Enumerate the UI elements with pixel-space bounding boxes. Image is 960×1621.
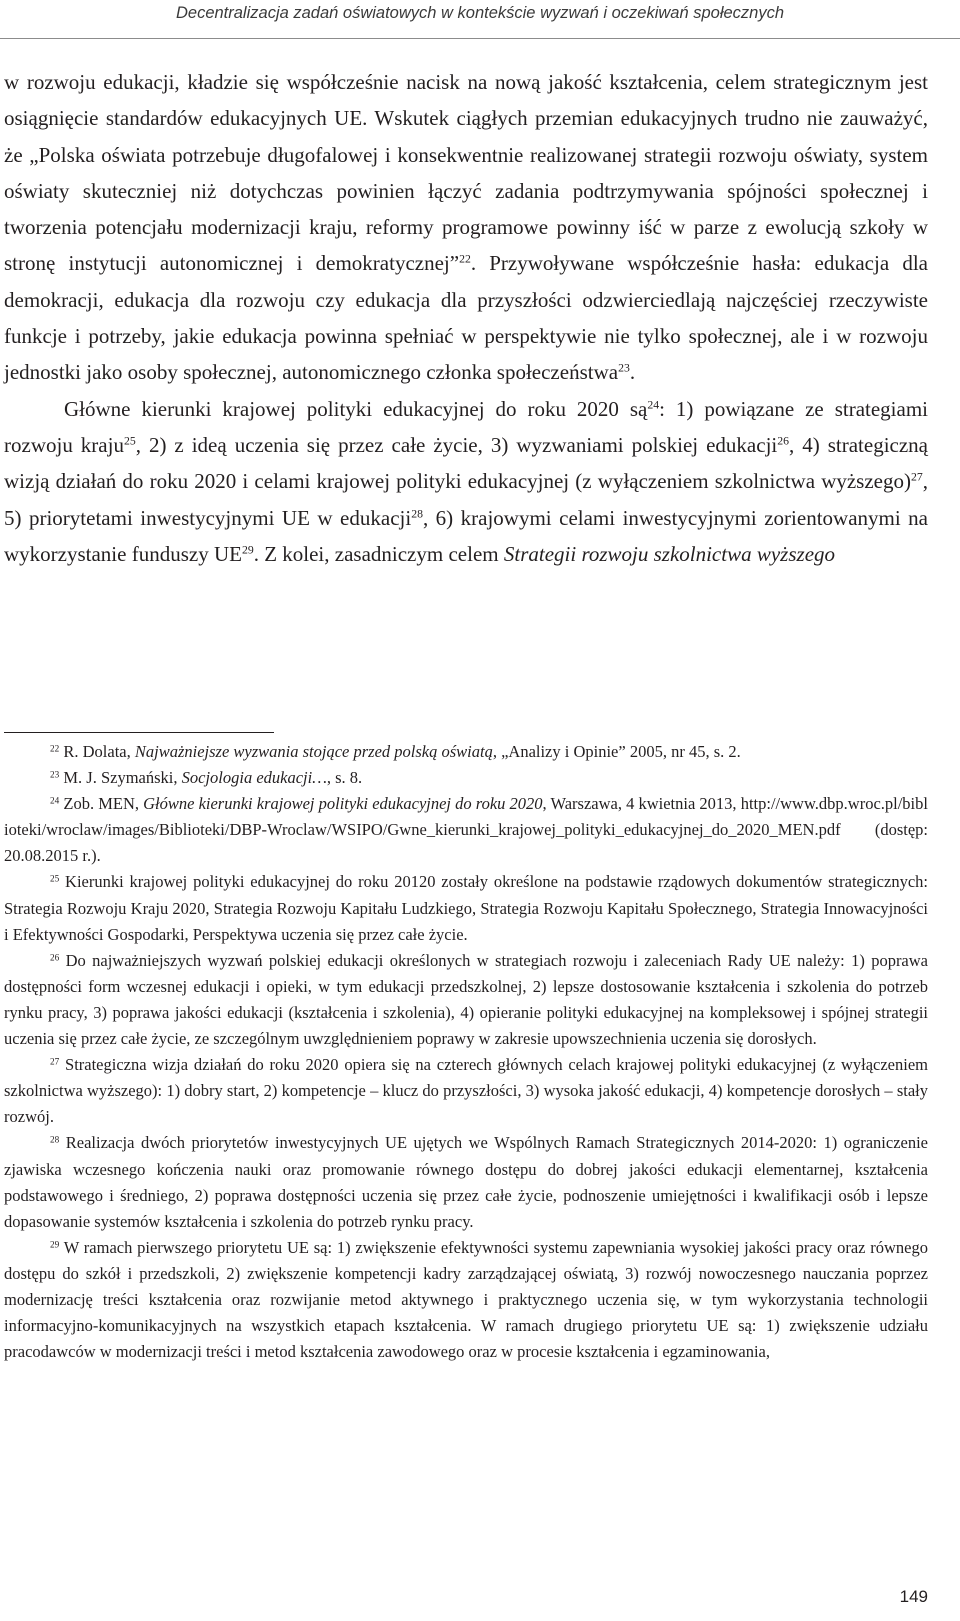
footnote-26 [4,948,928,1052]
paragraph-text: . Z kolei, zasadniczym celem [253,541,504,566]
footnote-text: Strategiczna wizja działań do roku 2020 opiera się na czterech głównych celach krajowej polityki edukacyjnej (z wyłączeniem szkolnictwa wyższego): 1) dobry start, 2) kompetencje – klucz do przyszłości, 3) wysoka jakość edukacji, 4) kompetencje dorosłych – stały rozwój. [4,1055,928,1127]
footnote-28 [4,1130,928,1234]
paragraph-1 [4,64,928,391]
footnote-text: M. J. Szymański, [59,768,182,788]
paragraph-text: , 5) priorytetami inwestycyjnymi UE w edukacji [4,469,928,530]
paragraph-text: . [629,360,636,385]
footnote-text: Zob. MEN, [59,794,144,814]
footnote-text: (dostęp: 20.08.2015 r.). [4,820,928,866]
footnotes [4,739,928,1365]
footnote-29 [4,1235,928,1365]
main-text [4,64,928,572]
footnote-text: , s. 8. [326,768,363,788]
footnote-22 [4,739,928,765]
footnote-title: Główne kierunki krajowej polityki edukacyjnej do roku 2020 [143,794,543,814]
page-number: 149 [899,1587,928,1606]
footnote-number: 24 [50,795,60,806]
paragraph-text: Główne kierunki krajowej polityki edukacyjnej do roku 2020 są [64,396,648,421]
footnote-ref-23[interactable]: 23 [618,362,630,376]
footnote-number: 27 [50,1056,60,1067]
paragraph-text: , 2) z ideą uczenia się przez całe życie, 3) wyzwaniami polskiej edukacji [135,432,778,457]
footnote-number: 25 [50,873,60,884]
footnote-text: R. Dolata, [59,742,135,761]
footnote-ref-24[interactable]: 24 [647,398,660,412]
paragraph-text: , 4) strategiczną wizją działań do roku 2020 i celami krajowej polityki edukacyjnej (z wyłączeniem szkolnictwa wyższego) [4,432,928,494]
footnote-link[interactable]: http://www.dbp.wroc.pl/biblioteki/wroclaw/images/Biblioteki/DBP-Wroclaw/WSIPO/Gwne_kierunki_krajowej_polityki_edukacyjnej_do_2020_MEN.pdf [4,794,928,840]
footnote-text: Do najważniejszych wyzwań polskiej edukacji określonych w strategiach rozwoju i zaleceniach Rady UE należy: 1) poprawa dostępności form wczesnej edukacji i opieki, w tym edukacji przedszkolnej, 2) lepsze dostosowanie kształcenia i szkolenia do potrzeb rynku pracy, 3) poprawa jakości edukacji (kształcenia i szkolenia), 4) opieranie polityki edukacyjnej na kompleksowej i spójnej strategii uczenia się przez całe życie, ze szczególnym uwzględnieniem poprawy w zakresie upowszechnienia uczenia się dorosłych. [4,950,928,1049]
footnote-number: 22 [50,743,60,754]
footnote-number: 26 [50,952,60,963]
footnote-ref-25[interactable]: 25 [123,434,136,448]
footnote-text: W ramach pierwszego priorytetu UE są: 1) zwiększenie efektywności systemu zapewniania wysokiej jakości pracy oraz równego dostępu do szkół i przedszkoli, 2) zwiększenie kompetencji kadry zarządzającej oświatą, 3) rozwój nowoczesnego nauczania poprzez modernizację treści kształcenia oraz rozwijanie metod aktywnego i praktycznego uczenia się, w tym wykorzystania technologii informacyjno-komunikacyjnych na wszystkich etapach kształcenia. W ramach drugiego priorytetu UE są: 1) zwiększenie udziału pracodawców w modernizacji treści i metod kształcenia zawodowego oraz w procesie kształcenia i egzaminowania, [4,1237,928,1362]
footnote-title: Socjologia edukacji… [181,768,327,788]
footnote-ref-26[interactable]: 26 [777,434,789,448]
footnote-24 [4,791,928,869]
footnote-ref-27[interactable]: 27 [911,470,923,484]
footnote-number: 23 [50,769,60,780]
footnote-ref-29[interactable]: 29 [241,543,254,557]
paragraph-2 [4,391,928,572]
italic-title: Strategii rozwoju szkolnictwa wyższego [503,541,836,566]
running-header: Decentralizacja zadań oświatowych w kontekście wyzwań i oczekiwań społecznych [175,4,785,22]
footnote-text: Kierunki krajowej polityki edukacyjnej do roku 20120 zostały określone na podstawie rządowych dokumentów strategicznych: Strategia Rozwoju Kraju 2020, Strategia Rozwoju Kapitału Ludzkiego, Strategia Rozwoju Kapitału Społecznego, Strategia Innowacyjności i Efektywności Gospodarki, Perspektywa uczenia się przez całe życie. [4,872,928,944]
paragraph-text: : 1) powiązane ze strategiami rozwoju kraju [4,396,929,457]
paragraph-text: , 6) krajowymi celami inwestycyjnymi zorientowanymi na wykorzystanie funduszy UE [4,505,928,566]
footnote-text: , Warszawa, 4 kwietnia 2013, [542,794,741,814]
footnote-ref-28[interactable]: 28 [411,507,423,521]
footnote-number: 29 [50,1239,60,1250]
paragraph-text: w rozwoju edukacji, kładzie się współcześnie nacisk na nową jakość kształcenia, celem strategicznym jest osiągnięcie standardów edukacyjnych UE. Wskutek ciągłych przemian edukacyjnych trudno nie zauważyć, że „Polska oświata potrzebuje długofalowej i konsekwentnie realizowanej strategii rozwoju oświaty, system oświaty skuteczniej niż dotychczas powinien łączyć zadania podtrzymywania spójności społecznej i tworzenia potencjału modernizacji kraju, reformy programowe powinny iść w parze z ewolucją szkoły w stronę instytucji autonomicznej i demokratycznej” [4,70,928,276]
footnote-number: 28 [50,1134,60,1145]
footnote-text: Realizacja dwóch priorytetów inwestycyjnych UE ujętych we Wspólnych Ramach Strategicznych 2014-2020: 1) ograniczenie zjawiska wczesnego kończenia nauki oraz promowanie równego dostępu do dobrej jakości edukacji elementarnej, kształcenia podstawowego i średniego, 2) poprawa dostępności uczenia się przez całe życie, podnoszenie umiejętności i kwalifikacji osób i lepsze dopasowanie systemów kształcenia i szkolenia do potrzeb rynku pracy. [4,1133,928,1231]
footnote-25 [4,869,928,947]
footnote-ref-22[interactable]: 22 [459,253,471,267]
footnote-27 [4,1052,928,1130]
paragraph-text: . Przywoływane współcześnie hasła: edukacja dla demokracji, edukacja dla rozwoju czy edukacja dla przyszłości odzwierciedlają najczęściej rzeczywiste funkcje i potrzeby, jakie edukacja powinna spełniać w perspektywie nie tylko społecznej, ale i w rozwoju jednostki jako osoby społecznej, autonomicznego członka społeczeństwa [4,251,928,385]
footnote-text: , „Analizy i Opinie” 2005, nr 45, s. 2. [492,742,741,761]
footnote-23 [4,765,928,791]
header-rule [0,38,960,39]
footnote-title: Najważniejsze wyzwania stojące przed polską oświatą [134,742,493,761]
footnote-separator [4,732,274,733]
